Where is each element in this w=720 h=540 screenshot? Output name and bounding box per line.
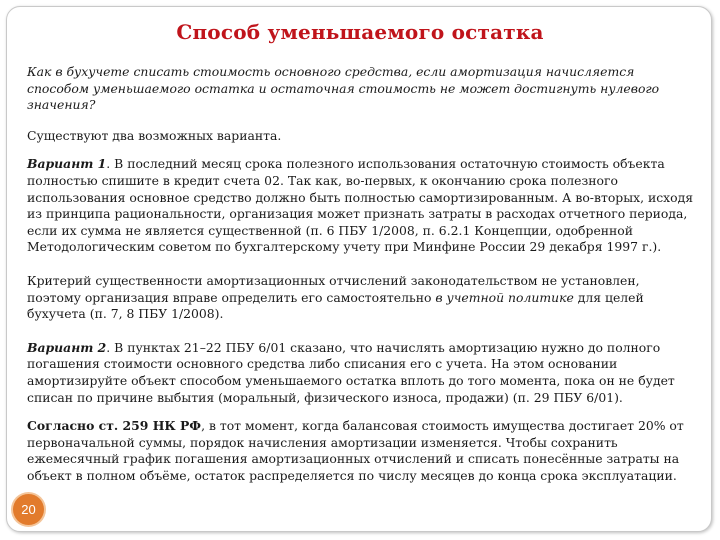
criterion-text-italic: в учетной политике bbox=[435, 289, 574, 305]
slide-content bbox=[27, 64, 695, 484]
variant2-text: . В пунктах 21–22 ПБУ 6/01 сказано, что начислять амортизацию нужно до полного погашения стоимости основного средства либо списания его с учета. На этом основании амортизируйте объект способом уменьшаемого остатка вплоть до того момента, пока он не будет списан по причине выбытия (моральный, физического износа, продажи) (п. 29 ПБУ 6/01). bbox=[27, 339, 675, 405]
page-number-badge: 20 bbox=[13, 494, 44, 525]
variant1-lead: Вариант 1 bbox=[27, 156, 107, 172]
criterion-text-after: для целей бухучета (п. 7, 8 ПБУ 1/2008). bbox=[27, 289, 644, 322]
variant2-paragraph bbox=[27, 340, 695, 406]
final-text: , в тот момент, когда балансовая стоимость имущества достигает 20% от первоначальной суммы, порядок начисления амортизации изменяется. Чтобы сохранить ежемесячный график погашения амортизационных отчислений и списать понесённые затраты на объект в полном объёме, остаток распределяется по числу месяцев до конца срока эксплуатации. bbox=[27, 418, 684, 483]
question-paragraph: Как в бухучете списать стоимость основного средства, если амортизация начисляется способом уменьшаемого остатка и остаточная стоимость не может достигнуть нулевого значения? bbox=[27, 64, 660, 113]
criterion-paragraph bbox=[27, 273, 695, 323]
variant1-text: . В последний месяц срока полезного использования остаточную стоимость объекта полностью спишите в кредит счета 02. Так как, во-первых, к окончанию срока полезного использования основное средство должно быть полностью самортизированным. А во-вторых, исходя из принципа рациональности, организация может признать затраты в расходах отчетного периода, если их сумма не является существенной (п. 6 ПБУ 1/2008, п. 6.2.1 Концепции, одобренной Методологическим советом по бухгалтерскому учету при Минфине России 29 декабря 1997 г.). bbox=[27, 156, 694, 255]
variant1-paragraph bbox=[27, 156, 695, 256]
slide-title: Способ уменьшаемого остатка bbox=[176, 20, 544, 44]
final-paragraph bbox=[27, 418, 695, 484]
variant2-lead: Вариант 2 bbox=[27, 339, 107, 355]
final-lead: Согласно ст. 259 НК РФ bbox=[27, 418, 202, 434]
intro-paragraph: Существуют два возможных варианта. bbox=[27, 127, 282, 143]
criterion-text-before: Критерий существенности амортизационных отчислений законодательством не установлен, поэтому организация вправе определить его самостоятельно bbox=[27, 272, 640, 305]
